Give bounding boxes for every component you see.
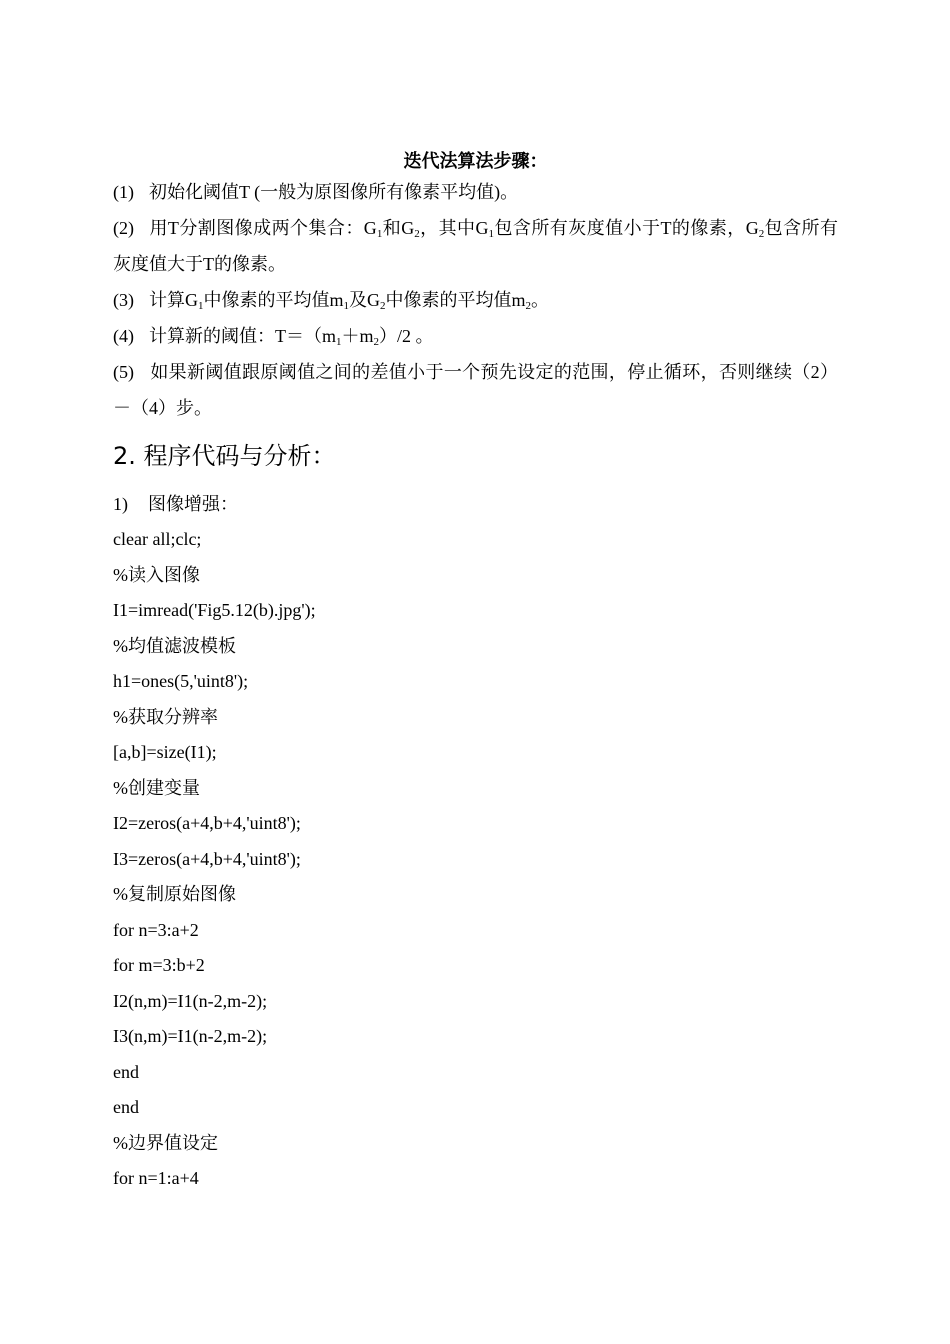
algorithm-title: 迭代法算法步骤： <box>403 151 548 171</box>
step-number: (3) <box>113 290 134 310</box>
step-text: 中像素的平均值m <box>203 290 344 310</box>
step-2 <box>113 210 838 282</box>
code-line: %复制原始图像 <box>113 884 236 904</box>
code-line: %获取分辨率 <box>113 706 218 727</box>
code-line: I2=zeros(a+4,b+4,'uint8'); <box>113 813 301 833</box>
code-line: I3(n,m)=I1(n-2,m-2); <box>113 1026 268 1046</box>
section-heading: 2. 程序代码与分析： <box>113 442 336 470</box>
code-line: %读入图像 <box>113 564 200 585</box>
step-text: 如果新阈值跟原阈值之间的差值小于一个预先设定的范围，停止循环，否则继续（2）－（4）步。 <box>113 362 838 418</box>
subsection-heading <box>113 486 838 522</box>
subscript: 1 <box>376 228 383 240</box>
document-content <box>113 146 838 1197</box>
step-number: (4) <box>113 326 134 346</box>
code-block <box>113 522 838 1197</box>
step-text: 及G <box>349 290 381 310</box>
step-number: (2) <box>113 218 134 238</box>
subscript: 1 <box>198 300 204 312</box>
subscript: 2 <box>380 300 386 312</box>
step-text: 。 <box>531 290 550 310</box>
step-text: 计算新的阈值：T＝（m <box>149 326 336 346</box>
code-line: I2(n,m)=I1(n-2,m-2); <box>113 990 268 1011</box>
subscript: 2 <box>414 228 420 240</box>
step-3 <box>113 282 838 318</box>
step-text: 计算G <box>149 290 198 310</box>
step-text: ）/2 。 <box>379 326 434 346</box>
subscript: 1 <box>488 228 495 240</box>
code-line: I1=imread('Fig5.12(b).jpg'); <box>113 600 316 620</box>
step-text: 用T分割图像成两个集合：G <box>149 218 377 238</box>
step-text: 初始化阈值T (一般为原图像所有像素平均值)。 <box>149 182 519 202</box>
step-1 <box>113 174 838 210</box>
code-line: %均值滤波模板 <box>113 635 236 656</box>
step-number: (1) <box>113 182 134 202</box>
code-line: [a,b]=size(I1); <box>113 742 217 762</box>
subsection-label: 图像增强： <box>148 494 238 514</box>
subscript: 1 <box>343 300 350 312</box>
subscript: 1 <box>336 336 342 348</box>
step-text: 包含所有灰度值小于T的像素，G <box>494 218 759 238</box>
step-number: (5) <box>113 362 134 382</box>
code-line: for n=1:a+4 <box>113 1168 199 1188</box>
code-line: clear all;clc; <box>113 529 202 549</box>
subscript: 2 <box>525 300 532 312</box>
code-line: end <box>113 1097 139 1117</box>
code-line: for m=3:b+2 <box>113 955 205 975</box>
step-text: ，其中G <box>419 218 489 238</box>
step-4 <box>113 318 838 354</box>
code-line: h1=ones(5,'uint8'); <box>113 671 249 691</box>
step-text: 包含所有灰度值大于T的像素。 <box>113 218 839 274</box>
subscript: 2 <box>373 336 380 348</box>
subscript: 2 <box>758 228 765 240</box>
code-line: for n=3:a+2 <box>113 919 199 940</box>
code-line: I3=zeros(a+4,b+4,'uint8'); <box>113 848 301 869</box>
step-text: ＋m <box>341 326 374 346</box>
code-line: %创建变量 <box>113 777 200 798</box>
code-line: end <box>113 1061 139 1082</box>
step-text: 和G <box>382 218 415 238</box>
step-5 <box>113 354 838 426</box>
subsection-number: 1) <box>113 494 128 514</box>
code-line: %边界值设定 <box>113 1132 218 1153</box>
step-text: 中像素的平均值m <box>385 290 526 310</box>
